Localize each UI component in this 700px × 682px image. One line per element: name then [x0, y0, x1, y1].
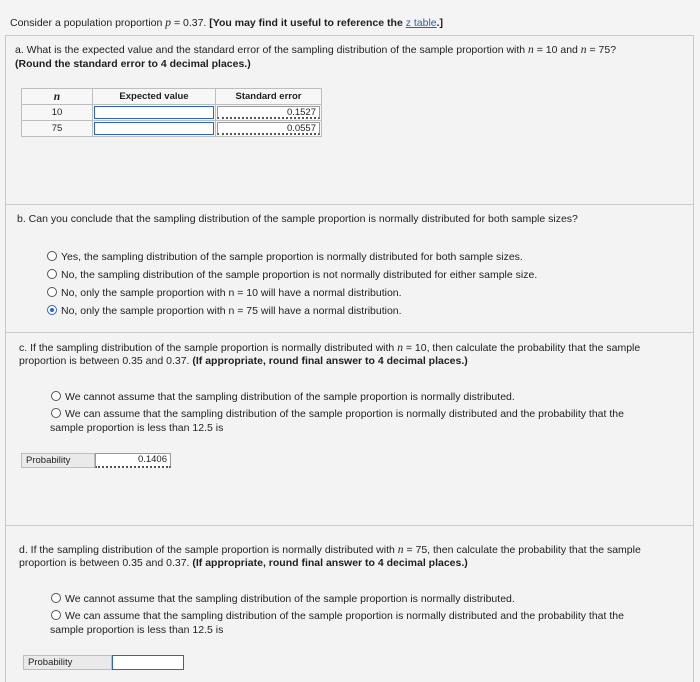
part-b-panel [5, 204, 694, 333]
part-c-panel [5, 332, 694, 526]
answer-table [21, 88, 322, 137]
option-label: We can assume that the sampling distribution of the sample proportion is normally distributed and the probability that the [65, 610, 624, 622]
option-b-3[interactable] [47, 287, 402, 299]
col-header-expected: Expected value [93, 89, 216, 105]
radio-button[interactable] [51, 391, 61, 401]
part-d-q1: d. If the sampling distribution of the sample proportion is normally distributed with [19, 544, 398, 556]
part-b-question: b. Can you conclude that the sampling distribution of the sample proportion is normally distributed for both sample sizes? [17, 213, 578, 225]
part-a-question [15, 44, 616, 56]
option-c-1[interactable] [51, 391, 515, 403]
table-row [22, 105, 322, 121]
part-c-question [19, 342, 640, 354]
radio-button[interactable] [51, 610, 61, 620]
probability-label: Probability [23, 655, 112, 670]
option-label: No, the sampling distribution of the sample proportion is not normally distributed for either sample size. [61, 269, 538, 281]
radio-button[interactable] [47, 287, 57, 297]
option-c-2-cont: sample proportion is less than 12.5 is [50, 422, 224, 434]
part-a-q1: a. What is the expected value and the standard error of the sampling distribution of the sample proportion with [15, 44, 529, 56]
part-a-q2: = 10 and [533, 44, 581, 56]
radio-button[interactable] [51, 408, 61, 418]
option-label: We cannot assume that the sampling distribution of the sample proportion is normally distributed. [65, 391, 515, 403]
part-d-q2: proportion is between 0.35 and 0.37. [19, 557, 193, 569]
option-b-2[interactable] [47, 269, 537, 281]
intro-eq: = 0.37. [171, 17, 210, 29]
probability-input[interactable] [112, 655, 184, 670]
var-n: n [528, 44, 534, 56]
expected-value-input[interactable] [94, 106, 214, 119]
z-table-link[interactable]: z table [405, 17, 437, 29]
expected-value-input[interactable] [94, 122, 214, 135]
radio-button-selected[interactable] [47, 305, 57, 315]
probability-label: Probability [21, 453, 95, 468]
col-header-n: n [22, 89, 93, 105]
part-d-q2b: (If appropriate, round final answer to 4 decimal places.) [192, 557, 468, 569]
intro-bold: [You may find it useful to reference the [209, 17, 406, 29]
var-p: p [165, 17, 172, 29]
standard-error-input[interactable]: 0.0557 [217, 122, 320, 135]
expected-cell [93, 121, 216, 137]
option-b-1[interactable] [47, 251, 523, 263]
part-c-q2b: (If appropriate, round final answer to 4 decimal places.) [192, 355, 468, 367]
part-c-question-2 [19, 355, 468, 367]
col-header-se: Standard error [216, 89, 322, 105]
part-a-instruction [15, 58, 251, 70]
option-b-4[interactable] [47, 305, 402, 317]
var-n: n [397, 342, 403, 354]
intro-text [10, 17, 443, 29]
row-n: 75 [22, 121, 93, 137]
intro-bold-end: .] [436, 17, 444, 29]
option-c-2[interactable] [51, 408, 624, 420]
standard-error-input[interactable]: 0.1527 [217, 106, 320, 119]
option-d-2[interactable] [51, 610, 624, 622]
option-label: Yes, the sampling distribution of the sample proportion is normally distributed for both sample sizes. [61, 251, 523, 263]
radio-button[interactable] [51, 593, 61, 603]
option-d-2-cont: sample proportion is less than 12.5 is [50, 624, 224, 636]
var-n: n [580, 44, 587, 56]
probability-input[interactable]: 0.1406 [95, 453, 171, 468]
table-row [22, 121, 322, 137]
option-label: We can assume that the sampling distribution of the sample proportion is normally distributed and the probability that the [65, 408, 624, 420]
radio-button[interactable] [47, 269, 57, 279]
part-d-question-2 [19, 557, 468, 569]
se-cell [216, 105, 322, 121]
part-c-q1b: = 10, then calculate the probability that the sample [402, 342, 641, 354]
se-cell [216, 121, 322, 137]
part-a-instr: (Round the standard error to 4 decimal places.) [15, 58, 251, 70]
part-d-panel [5, 525, 694, 682]
row-n: 10 [22, 105, 93, 121]
radio-button[interactable] [47, 251, 57, 261]
option-d-1[interactable] [51, 593, 515, 605]
option-label: No, only the sample proportion with n = 75 will have a normal distribution. [61, 305, 402, 317]
part-c-q1: c. If the sampling distribution of the sample proportion is normally distributed with [19, 342, 398, 354]
part-c-q2: proportion is between 0.35 and 0.37. [19, 355, 193, 367]
option-label: We cannot assume that the sampling distribution of the sample proportion is normally distributed. [65, 593, 515, 605]
part-d-q1b: = 75, then calculate the probability that the sample [403, 544, 641, 556]
expected-cell [93, 105, 216, 121]
part-a-panel [5, 35, 694, 206]
part-a-q3: = 75? [586, 44, 617, 56]
intro-prefix: Consider a population proportion [10, 17, 166, 29]
option-label: No, only the sample proportion with n = 10 will have a normal distribution. [61, 287, 402, 299]
var-n: n [397, 544, 404, 556]
part-d-question [19, 544, 641, 556]
